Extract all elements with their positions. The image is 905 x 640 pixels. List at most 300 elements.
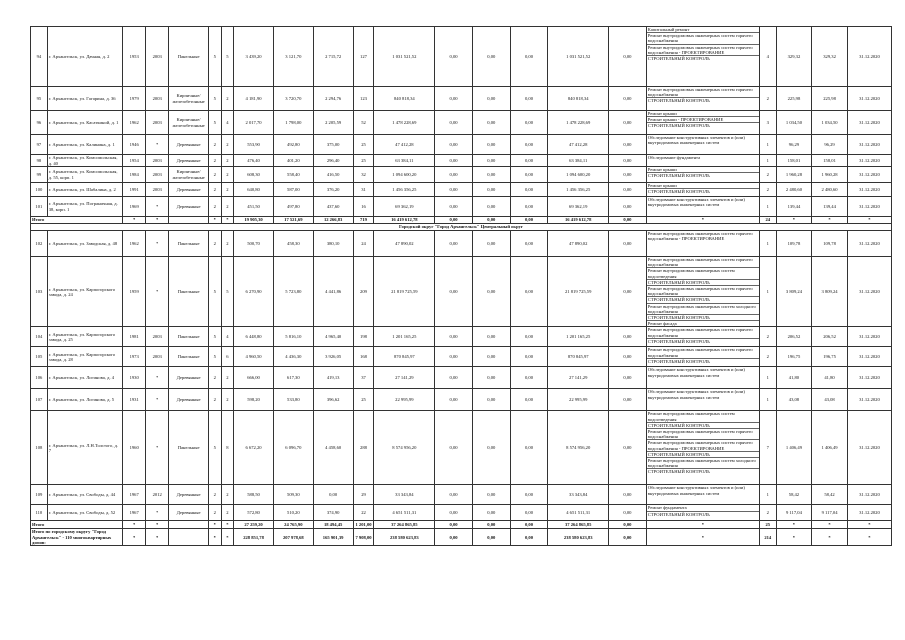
data-cell: *: [146, 367, 169, 389]
data-cell: 31.12.2020: [847, 155, 891, 167]
works-cell: [646, 505, 759, 521]
work-item: Капитальный ремонт: [647, 27, 759, 33]
work-item: СТРОИТЕЛЬНЫЙ КОНТРОЛЬ: [647, 189, 710, 195]
total-cell: 25: [759, 521, 776, 529]
data-cell: 2: [759, 183, 776, 197]
data-cell: 58,42: [776, 485, 812, 505]
row-number: 96: [31, 111, 48, 135]
total-cell: *: [776, 521, 812, 529]
data-cell: 0,00: [510, 155, 548, 167]
data-cell: 27 141,29: [548, 367, 609, 389]
data-cell: 27 141,29: [374, 367, 435, 389]
data-cell: 32: [353, 167, 374, 183]
total-cell: 17 521,69: [273, 217, 313, 224]
data-cell: 1931: [123, 389, 146, 411]
data-cell: 4 441,86: [313, 257, 353, 327]
data-cell: 2: [221, 197, 234, 217]
row-number: 102: [31, 231, 48, 257]
data-cell: 0,00: [609, 27, 647, 87]
data-cell: 0,00: [510, 257, 548, 327]
work-item: СТРОИТЕЛЬНЫЙ КОНТРОЛЬ: [647, 98, 710, 104]
data-cell: 3 809,24: [776, 257, 812, 327]
total-cell: *: [221, 529, 234, 546]
data-cell: 0,00: [510, 367, 548, 389]
data-cell: 0,00: [472, 367, 510, 389]
data-cell: Кирпичные/ железобетонные: [169, 111, 209, 135]
work-item: Ремонт крыши: [647, 183, 759, 189]
data-cell: 840 818,34: [374, 87, 435, 111]
data-cell: *: [146, 197, 169, 217]
data-cell: 0,00: [472, 111, 510, 135]
data-cell: 2: [221, 485, 234, 505]
total-cell: 16 419 612,78: [548, 217, 609, 224]
data-cell: 2: [221, 135, 234, 155]
row-number: 95: [31, 87, 48, 111]
data-cell: 47 412,28: [548, 135, 609, 155]
data-cell: 47 890,02: [374, 231, 435, 257]
total-cell: 238 580 623,83: [374, 529, 435, 546]
data-cell: 31.12.2020: [847, 27, 891, 87]
data-cell: 1 094 600,20: [548, 167, 609, 183]
data-cell: 0,00: [472, 197, 510, 217]
total-cell: 27 259,20: [234, 521, 274, 529]
data-cell: 2: [221, 367, 234, 389]
data-cell: 617,30: [273, 367, 313, 389]
data-cell: 1967: [123, 505, 146, 521]
data-cell: 2003: [146, 167, 169, 183]
total-row: [31, 521, 892, 529]
data-cell: 416,50: [313, 167, 353, 183]
data-cell: 396,62: [313, 389, 353, 411]
data-cell: 375,00: [313, 135, 353, 155]
row-number: 108: [31, 411, 48, 485]
table-row: [31, 505, 892, 521]
table-row: [31, 411, 892, 485]
data-cell: 1962: [123, 111, 146, 135]
data-cell: 41,80: [776, 367, 812, 389]
data-cell: 2 715,72: [313, 27, 353, 87]
data-cell: 0,00: [435, 27, 473, 87]
data-cell: Деревянные: [169, 389, 209, 411]
data-cell: 22 995,99: [374, 389, 435, 411]
data-cell: 43,08: [776, 389, 812, 411]
data-cell: 0,00: [609, 87, 647, 111]
data-cell: 1973: [123, 347, 146, 367]
data-cell: 0,00: [472, 27, 510, 87]
data-cell: 0,00: [609, 155, 647, 167]
row-number: 106: [31, 367, 48, 389]
total-cell: 207 978,68: [273, 529, 313, 546]
address-cell: г. Архангельск, ул. Логинова, д. 5: [47, 389, 122, 411]
data-cell: *: [146, 231, 169, 257]
work-item: Обследование конструктивных элементов и (или) внутридомовых инженерных систем: [647, 389, 745, 400]
total-cell: [169, 217, 209, 224]
total-label: Итого: [31, 217, 123, 224]
row-number: 109: [31, 485, 48, 505]
total-cell: *: [123, 529, 146, 546]
data-cell: 510,20: [273, 505, 313, 521]
total-cell: 719: [353, 217, 374, 224]
data-cell: 63 384,11: [374, 155, 435, 167]
address-cell: г. Архангельск, ул. Касаткиной, д. 1: [47, 111, 122, 135]
address-cell: г. Архангельск, ул. Калинина, д. 1: [47, 135, 122, 155]
data-cell: 3 439,20: [234, 27, 274, 87]
total-cell: 0,00: [510, 521, 548, 529]
data-cell: 22: [353, 505, 374, 521]
data-cell: Панельные: [169, 411, 209, 485]
address-cell: г. Архангельск, ул. Карпогорского завода, д. 25: [47, 327, 122, 347]
data-cell: 31.12.2020: [847, 231, 891, 257]
data-cell: 0,00: [472, 87, 510, 111]
data-cell: 0,00: [472, 231, 510, 257]
data-cell: 225,98: [776, 87, 812, 111]
data-cell: 376,20: [313, 183, 353, 197]
work-item: Ремонт внутридомовых инженерных систем холодного водоснабжения: [647, 458, 759, 469]
data-cell: 0,00: [435, 87, 473, 111]
data-cell: 0,00: [472, 155, 510, 167]
table-row: [31, 155, 892, 167]
data-cell: 3 926,05: [313, 347, 353, 367]
total-cell: 214: [759, 529, 776, 546]
data-cell: 1: [759, 197, 776, 217]
data-cell: 0,00: [510, 27, 548, 87]
data-cell: 0,00: [472, 167, 510, 183]
work-item: Ремонт внутридомовых инженерных систем горячего водоснабжения - ПРОЕКТИРОВАНИЕ: [647, 231, 753, 242]
data-cell: 2012: [146, 485, 169, 505]
data-cell: 0,00: [472, 183, 510, 197]
data-cell: 5: [209, 27, 222, 87]
row-number: 104: [31, 327, 48, 347]
data-cell: 0,00: [435, 155, 473, 167]
data-cell: 0,00: [435, 197, 473, 217]
works-cell: [646, 367, 759, 389]
data-cell: 158,01: [776, 155, 812, 167]
data-cell: 1 456 356,25: [374, 183, 435, 197]
data-cell: 0,00: [435, 389, 473, 411]
data-cell: 168: [353, 347, 374, 367]
data-cell: 4: [221, 327, 234, 347]
data-cell: 2 205,59: [313, 111, 353, 135]
total-cell: *: [812, 529, 848, 546]
data-cell: 31.12.2020: [847, 197, 891, 217]
total-cell: [169, 529, 209, 546]
works-cell: [646, 111, 759, 135]
works-cell: [646, 197, 759, 217]
data-cell: 0,00: [609, 367, 647, 389]
work-item: Ремонт внутридомовых инженерных систем горячего водоснабжения: [647, 33, 759, 44]
works-cell: [646, 389, 759, 411]
data-cell: 598,20: [234, 389, 274, 411]
total-cell: *: [146, 217, 169, 224]
table-row: [31, 197, 892, 217]
data-cell: 374,90: [313, 505, 353, 521]
data-cell: 5: [209, 347, 222, 367]
data-cell: 0,00: [472, 505, 510, 521]
data-cell: Панельные: [169, 27, 209, 87]
data-cell: 0,00: [472, 347, 510, 367]
total-cell: 228 851,78: [234, 529, 274, 546]
total-cell: *: [646, 217, 759, 224]
data-cell: 1: [759, 135, 776, 155]
work-item: Ремонт фасада: [647, 321, 677, 327]
data-cell: 1 406,49: [776, 411, 812, 485]
data-cell: 2: [759, 505, 776, 521]
data-cell: Деревянные: [169, 135, 209, 155]
data-cell: 0,00: [435, 505, 473, 521]
row-number: 97: [31, 135, 48, 155]
data-cell: 96,29: [776, 135, 812, 155]
total-cell: *: [123, 521, 146, 529]
data-cell: 31.12.2020: [847, 183, 891, 197]
data-cell: 2: [221, 183, 234, 197]
data-cell: Деревянные: [169, 485, 209, 505]
data-cell: 139,44: [776, 197, 812, 217]
data-cell: 2: [209, 167, 222, 183]
total-cell: 0,00: [435, 217, 473, 224]
data-cell: 4 651 511,31: [374, 505, 435, 521]
data-cell: 2003: [146, 87, 169, 111]
total-cell: 0,00: [472, 521, 510, 529]
data-cell: 206,52: [776, 327, 812, 347]
data-cell: 31.12.2020: [847, 411, 891, 485]
data-cell: 2: [209, 155, 222, 167]
data-cell: 6 096,70: [273, 411, 313, 485]
data-cell: Панельные: [169, 231, 209, 257]
data-cell: 2: [759, 327, 776, 347]
total-cell: 7 908,00: [353, 529, 374, 546]
work-item: Обследование конструктивных элементов и (или) внутридомовых инженерных систем: [647, 485, 745, 496]
address-cell: г. Архангельск, ул. Заводская, д. 48: [47, 231, 122, 257]
data-cell: 0,00: [472, 135, 510, 155]
work-item: СТРОИТЕЛЬНЫЙ КОНТРОЛЬ: [647, 315, 759, 321]
data-cell: 58,42: [812, 485, 848, 505]
work-item: Ремонт фундамента: [647, 505, 759, 511]
total-cell: *: [221, 521, 234, 529]
works-cell: [646, 27, 759, 87]
data-cell: 1 478 228,69: [374, 111, 435, 135]
data-cell: 5: [209, 111, 222, 135]
data-cell: 47 412,28: [374, 135, 435, 155]
data-cell: 0,00: [472, 327, 510, 347]
data-cell: 8: [221, 411, 234, 485]
data-cell: 1 094 600,20: [374, 167, 435, 183]
table-row: [31, 485, 892, 505]
total-row: [31, 529, 892, 546]
data-cell: 2: [759, 347, 776, 367]
work-item: СТРОИТЕЛЬНЫЙ КОНТРОЛЬ: [647, 358, 710, 364]
data-cell: 31.12.2020: [847, 485, 891, 505]
repair-program-table: [30, 26, 892, 546]
data-cell: 3 121,70: [273, 27, 313, 87]
data-cell: 2: [209, 367, 222, 389]
table-row: [31, 135, 892, 155]
data-cell: 139,44: [812, 197, 848, 217]
data-cell: 840 818,34: [548, 87, 609, 111]
data-cell: 196,75: [812, 347, 848, 367]
works-cell: [646, 87, 759, 111]
data-cell: 2: [209, 389, 222, 411]
data-cell: 0,00: [609, 389, 647, 411]
data-cell: 0,00: [510, 327, 548, 347]
data-cell: 437,60: [313, 197, 353, 217]
data-cell: 2: [221, 231, 234, 257]
data-cell: 225,98: [812, 87, 848, 111]
data-cell: 2: [209, 485, 222, 505]
row-number: 107: [31, 389, 48, 411]
data-cell: 31.12.2020: [847, 257, 891, 327]
works-cell: [646, 411, 759, 485]
data-cell: 0,00: [435, 411, 473, 485]
work-item: СТРОИТЕЛЬНЫЙ КОНТРОЛЬ: [647, 123, 710, 129]
data-cell: 0,00: [435, 231, 473, 257]
total-cell: *: [847, 521, 891, 529]
data-cell: 2: [221, 389, 234, 411]
data-cell: 1 798,00: [273, 111, 313, 135]
data-cell: 587,00: [273, 183, 313, 197]
data-cell: 533,80: [273, 389, 313, 411]
data-cell: 29: [353, 485, 374, 505]
data-cell: 2: [221, 87, 234, 111]
data-cell: 0,00: [609, 257, 647, 327]
total-cell: *: [847, 217, 891, 224]
work-item: Ремонт внутридомовых инженерных систем горячего водоснабжения: [647, 257, 759, 268]
data-cell: 43,08: [812, 389, 848, 411]
data-cell: 21 819 725,59: [374, 257, 435, 327]
table-row: [31, 167, 892, 183]
data-cell: 1 201 165,25: [374, 327, 435, 347]
data-cell: 1 960,28: [812, 167, 848, 183]
data-cell: 0,00: [510, 135, 548, 155]
data-cell: 0,00: [510, 197, 548, 217]
data-cell: 0,00: [435, 257, 473, 327]
data-cell: 1 456 356,25: [548, 183, 609, 197]
total-cell: *: [209, 521, 222, 529]
data-cell: 1979: [123, 87, 146, 111]
data-cell: 1984: [123, 167, 146, 183]
data-cell: 0,00: [313, 485, 353, 505]
data-cell: 22 995,99: [548, 389, 609, 411]
work-item: СТРОИТЕЛЬНЫЙ КОНТРОЛЬ: [647, 469, 710, 475]
document-table: [30, 26, 892, 551]
total-cell: 0,00: [609, 529, 647, 546]
data-cell: 640,80: [234, 183, 274, 197]
data-cell: 0,00: [435, 167, 473, 183]
data-cell: 4: [759, 27, 776, 87]
data-cell: 6: [221, 347, 234, 367]
total-cell: *: [646, 521, 759, 529]
data-cell: 5: [221, 257, 234, 327]
works-cell: [646, 167, 759, 183]
work-item: СТРОИТЕЛЬНЫЙ КОНТРОЛЬ: [647, 297, 759, 303]
data-cell: 31.12.2020: [847, 367, 891, 389]
data-cell: 458,30: [273, 231, 313, 257]
data-cell: 0,00: [609, 231, 647, 257]
data-cell: 31.12.2020: [847, 111, 891, 135]
data-cell: 558,40: [273, 167, 313, 183]
data-cell: 31.12.2020: [847, 389, 891, 411]
work-item: СТРОИТЕЛЬНЫЙ КОНТРОЛЬ: [647, 173, 710, 179]
data-cell: 1953: [123, 27, 146, 87]
data-cell: 0,00: [609, 183, 647, 197]
data-cell: 1981: [123, 327, 146, 347]
total-cell: 0,00: [472, 217, 510, 224]
data-cell: 0,00: [510, 111, 548, 135]
data-cell: 2 480,60: [776, 183, 812, 197]
work-item: Обследование конструктивных элементов и (или) внутридомовых инженерных систем: [647, 197, 745, 208]
total-cell: *: [146, 529, 169, 546]
data-cell: 0,00: [472, 485, 510, 505]
work-item: Ремонт внутридомовых инженерных систем водоотведения: [647, 268, 759, 279]
data-cell: 2: [221, 505, 234, 521]
total-cell: 0,00: [435, 529, 473, 546]
data-cell: Деревянные: [169, 197, 209, 217]
works-cell: [646, 231, 759, 257]
data-cell: 109,78: [812, 231, 848, 257]
data-cell: 1 031 521,52: [548, 27, 609, 87]
data-cell: 2: [209, 197, 222, 217]
data-cell: 1 034,50: [812, 111, 848, 135]
data-cell: 0,00: [435, 135, 473, 155]
data-cell: 1954: [123, 155, 146, 167]
data-cell: 2 294,76: [313, 87, 353, 111]
data-cell: 4 181,90: [234, 87, 274, 111]
data-cell: 288: [353, 411, 374, 485]
data-cell: 41,80: [812, 367, 848, 389]
total-cell: 0,00: [609, 521, 647, 529]
total-cell: 24: [759, 217, 776, 224]
data-cell: 1 960,28: [776, 167, 812, 183]
data-cell: 123: [353, 87, 374, 111]
data-cell: 2: [759, 167, 776, 183]
data-cell: 9 117,04: [776, 505, 812, 521]
work-item: Ремонт крыши: [647, 167, 759, 173]
data-cell: 0,00: [435, 111, 473, 135]
works-cell: [646, 327, 759, 347]
data-cell: 588,50: [234, 485, 274, 505]
data-cell: 25: [353, 155, 374, 167]
data-cell: 5: [209, 87, 222, 111]
data-cell: 0,00: [609, 411, 647, 485]
data-cell: 4 458,60: [313, 411, 353, 485]
address-cell: г. Архангельск, ул. Шабалина, д. 2: [47, 183, 122, 197]
data-cell: 6 270,90: [234, 257, 274, 327]
data-cell: 31.12.2020: [847, 87, 891, 111]
table-row: [31, 257, 892, 327]
data-cell: *: [146, 505, 169, 521]
total-cell: 0,00: [510, 529, 548, 546]
data-cell: Панельные: [169, 257, 209, 327]
data-cell: 2: [209, 135, 222, 155]
data-cell: Кирпичные/ железобетонные: [169, 167, 209, 183]
work-item: Обследование конструктивных элементов и (или) внутридомовых инженерных систем: [647, 135, 745, 146]
data-cell: 666,00: [234, 367, 274, 389]
work-item: Ремонт внутридомовых инженерных систем холодного водоснабжения: [647, 304, 759, 315]
data-cell: 0,00: [609, 327, 647, 347]
data-cell: *: [146, 135, 169, 155]
data-cell: Деревянные: [169, 155, 209, 167]
data-cell: 1: [759, 231, 776, 257]
works-cell: [646, 485, 759, 505]
data-cell: 7: [759, 411, 776, 485]
data-cell: 2003: [146, 27, 169, 87]
data-cell: 1 201 165,25: [548, 327, 609, 347]
address-cell: г. Архангельск, ул. Гагарина, д. 36: [47, 87, 122, 111]
data-cell: 401,20: [273, 155, 313, 167]
data-cell: *: [146, 389, 169, 411]
data-cell: 497,80: [273, 197, 313, 217]
work-item: СТРОИТЕЛЬНЫЙ КОНТРОЛЬ: [647, 423, 759, 429]
data-cell: 69 362,19: [548, 197, 609, 217]
